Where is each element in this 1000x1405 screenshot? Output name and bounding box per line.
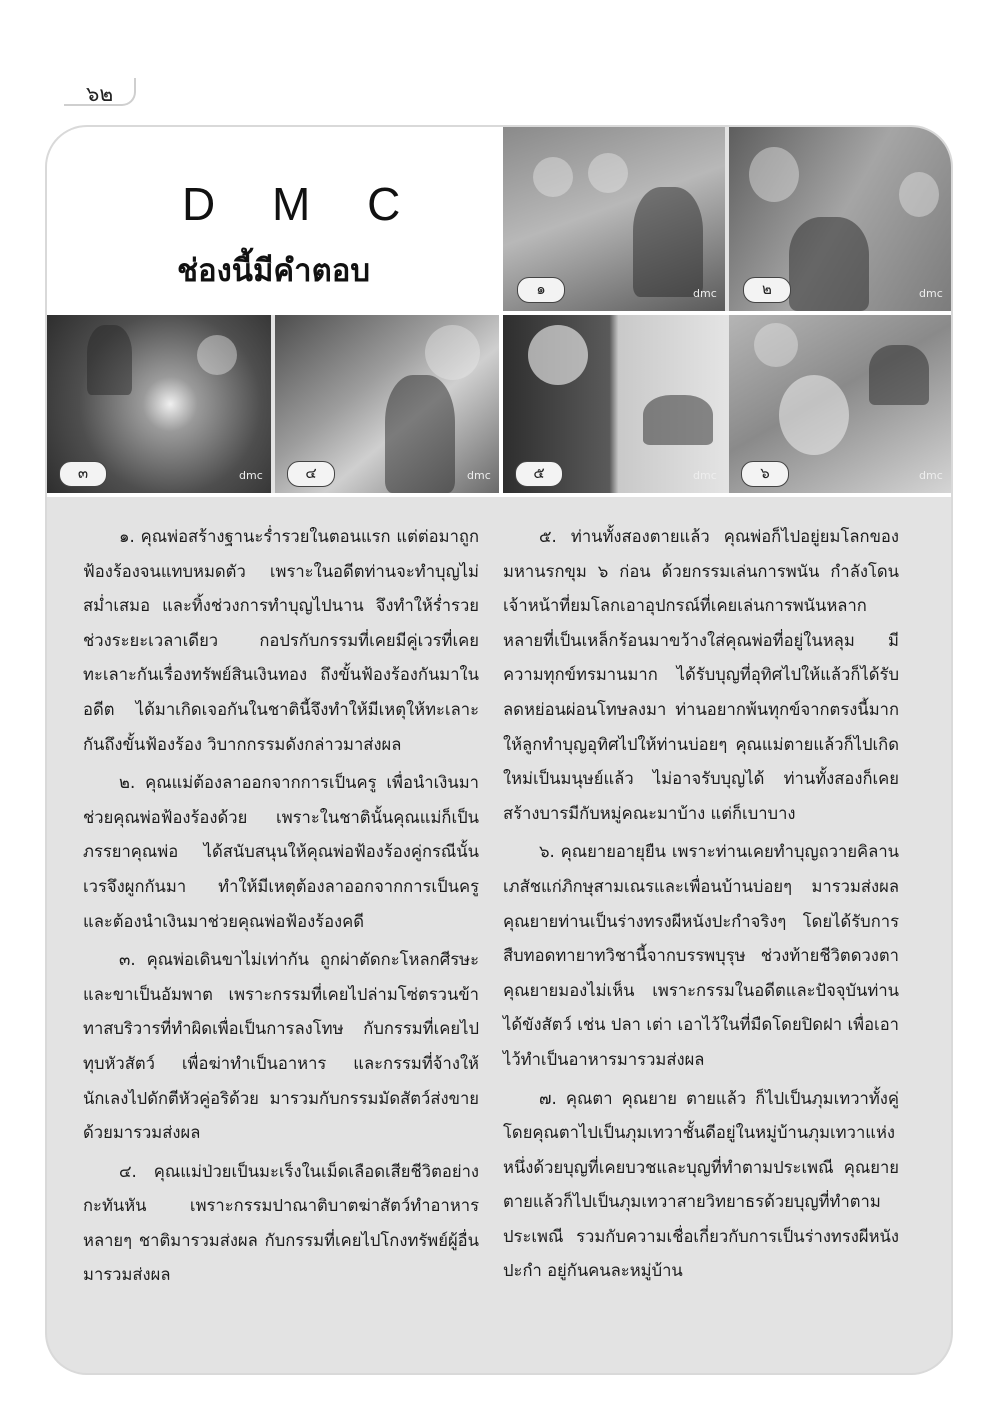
paragraph-1: ๑. คุณพ่อสร้างฐานะร่ำรวยในตอนแรก แต่ต่อมาถูกฟ้องร้องจนแทบหมดตัว เพราะในอดีตท่านจะทำบุญไม่สม่ำเสมอ และทิ้งช่วงการทำบุญไปนาน จึงทำให้ร่ำรวยช่วงระยะเวลาเดียว กอปรกับกรรมที่เคยมีคู่เวรที่เคยทะเลาะกันเรื่องทรัพย์สินเงินทอง ถึงขั้นฟ้องร้องกันมาในอดีต ได้มาเกิดเจอกันในชาตินี้จึงทำให้มีเหตุให้ทะเลาะกันถึงขั้นฟ้องร้อง วิบากกรรมดังกล่าวมาส่งผล [83, 527, 479, 754]
figure-shape [533, 157, 573, 197]
figure-shape [87, 325, 132, 395]
illustration-5 [503, 315, 725, 493]
image-number-badge: ๔ [287, 461, 335, 487]
dmc-logo: dmc [467, 469, 491, 482]
figure-shape [385, 375, 455, 493]
header-area [47, 127, 499, 311]
image-number-badge: ๓ [59, 461, 107, 487]
page-subtitle: ช่องนี้มีคำตอบ [177, 253, 370, 289]
figure-shape [789, 217, 869, 311]
image-number-badge: ๖ [741, 461, 789, 487]
paragraph-4: ๔. คุณแม่ป่วยเป็นมะเร็งในเม็ดเลือดเสียชีวิตอย่างกะทันหัน เพราะกรรมปาณาติบาตฆ่าสัตว์ทำอาหารหลายๆ ชาติมารวมส่งผล กับกรรมที่เคยไปโกงทรัพย์ผู้อื่นมารวมส่งผล [83, 1161, 479, 1285]
figure-shape [754, 323, 798, 367]
paragraph-6: ๖. คุณยายอายุยืน เพราะท่านเคยทำบุญถวายคิลานเภสัชแก่ภิกษุสามเณรและเพื่อนบ้านบ่อยๆ มารวมส่งผล คุณยายท่านเป็นร่างทรงผีหนังปะกำจริงๆ โดยได้รับการสืบทอดทายาทวิชานี้จากบรรพบุรุษ ช่วงท้ายชีวิตดวงตาคุณยายมองไม่เห็น เพราะกรรมในอดีตและปัจจุบันท่านได้ขังสัตว์ เช่น ปลา เต่า เอาไว้ในที่มืดโดยปิดฝา เพื่อเอาไว้ทำเป็นอาหารมารวมส่งผล [503, 842, 899, 1069]
figure-shape [643, 395, 713, 445]
figure-shape [425, 325, 480, 380]
figure-shape [779, 375, 849, 455]
paragraph-7: ๗. คุณตา คุณยาย ตายแล้ว ก็ไปเป็นภุมเทวาทั้งคู่ โดยคุณตาไปเป็นภุมเทวาชั้นดีอยู่ในหมู่บ้านภุมเทวาแห่งหนึ่งด้วยบุญที่เคยบวชและบุญที่ทำตามประเพณี คุณยายตายแล้วก็ไปเป็นภุมเทวาสายวิทยาธรด้วยบุญที่ทำตามประเพณี รวมกับความเชื่อเกี่ยวกับการเป็นร่างทรงผีหนังปะกำ อยู่กันคนละหมู่บ้าน [503, 1088, 899, 1281]
left-column [83, 520, 479, 1297]
right-column [503, 520, 899, 1293]
image-number-badge: ๒ [743, 277, 791, 303]
paragraph-3: ๓. คุณพ่อเดินขาไม่เท่ากัน ถูกผ่าตัดกะโหลกศีรษะและขาเป็นอัมพาต เพราะกรรมที่เคยไปล่ามโซ่ตรวนข้าทาสบริวารที่ทำผิดเพื่อเป็นการลงโทษ กับกรรมที่เคยไปทุบหัวสัตว์ เพื่อฆ่าทำเป็นอาหาร และกรรมที่จ้างให้นักเลงไปดักตีหัวคู่อริด้วย มารวมกับกรรมมัดสัตว์ส่งขายด้วยมารวมส่งผล [83, 950, 479, 1143]
page-number-tab [64, 78, 136, 106]
divider [47, 493, 951, 497]
figure-shape [899, 172, 939, 217]
illustration-1 [503, 127, 725, 311]
figure-shape [528, 325, 588, 385]
illustration-6 [729, 315, 951, 493]
figure-shape [633, 187, 703, 297]
illustration-3 [47, 315, 271, 493]
dmc-logo: dmc [919, 287, 943, 300]
paragraph-5: ๕. ท่านทั้งสองตายแล้ว คุณพ่อก็ไปอยู่ยมโลกของมหานรกขุม ๖ ก่อน ด้วยกรรมเล่นการพนัน กำลังโดนเจ้าหน้าที่ยมโลกเอาอุปกรณ์ที่เคยเล่นการพนันหลากหลายที่เป็นเหล็กร้อนมาขว้างใส่คุณพ่อที่อยู่ในหลุม มีความทุกข์ทรมานมาก ได้รับบุญที่อุทิศไปให้แล้วก็ได้รับลดหย่อนผ่อนโทษลงมา ท่านอยากพ้นทุกข์จากตรงนี้มาก ให้ลูกทำบุญอุทิศไปให้ท่านบ่อยๆ คุณแม่ตายแล้วก็ไปเกิดใหม่เป็นมนุษย์แล้ว ไม่อาจรับบุญได้ ท่านทั้งสองก็เคยสร้างบารมีกับหมู่คณะมาบ้าง แต่ก็เบาบาง [503, 527, 899, 823]
page-number: ๖๒ [86, 82, 114, 106]
image-number-badge: ๑ [517, 277, 565, 303]
dmc-logo: dmc [919, 469, 943, 482]
illustration-4 [275, 315, 499, 493]
figure-shape [588, 153, 628, 193]
dmc-logo: dmc [693, 287, 717, 300]
content-panel [47, 127, 951, 1373]
dmc-logo: dmc [239, 469, 263, 482]
figure-shape [749, 147, 799, 202]
image-number-badge: ๕ [515, 461, 563, 487]
illustration-2 [729, 127, 951, 311]
dmc-logo: dmc [693, 469, 717, 482]
page-title: D M C [182, 178, 423, 230]
figure-shape [869, 345, 929, 405]
paragraph-2: ๒. คุณแม่ต้องลาออกจากการเป็นครู เพื่อนำเงินมาช่วยคุณพ่อฟ้องร้องด้วย เพราะในชาตินั้นคุณแม่ก็เป็นภรรยาคุณพ่อ ได้สนับสนุนให้คุณพ่อฟ้องร้องคู่กรณีนั้น เวรจึงผูกกันมา ทำให้มีเหตุต้องลาออกจากการเป็นครูและต้องนำเงินมาช่วยคุณพ่อฟ้องร้องคดี [83, 773, 479, 931]
figure-shape [197, 335, 237, 375]
